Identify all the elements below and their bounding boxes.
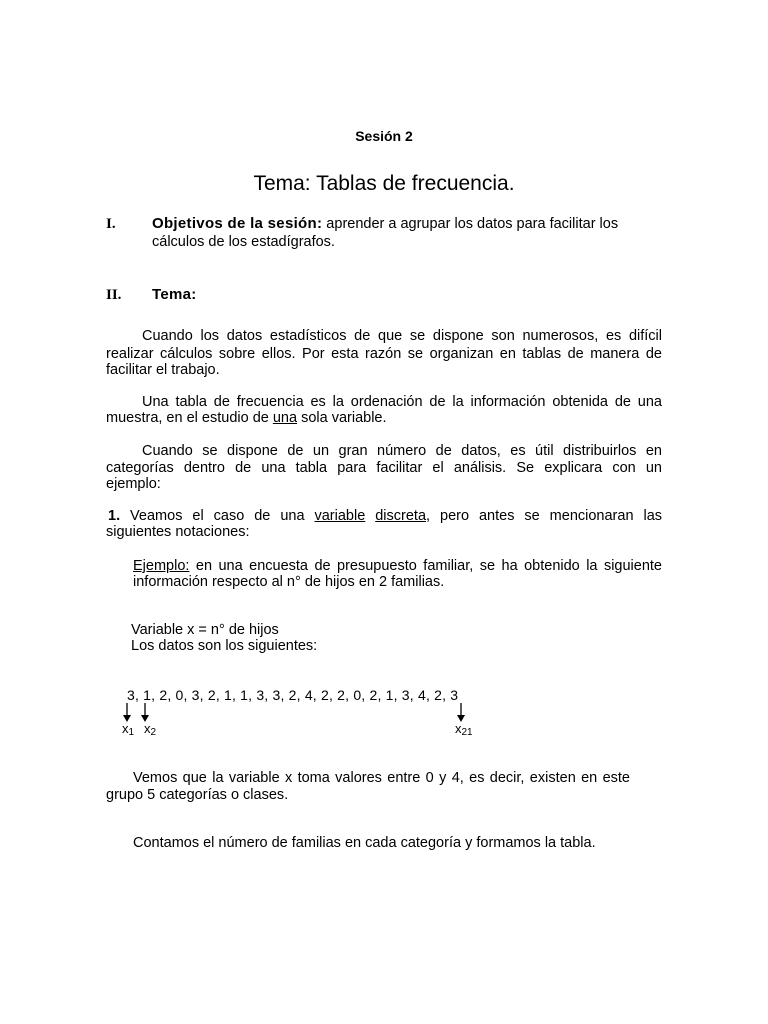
list-number-1: 1. bbox=[108, 508, 121, 524]
label-x21 bbox=[455, 721, 473, 738]
paragraph-5-line-1: Vemos que la variable x toma valores entre 0 y 4, es decir, existen en este bbox=[133, 770, 630, 786]
example-text: en una encuesta de presupuesto familiar, se ha obtenido la siguiente bbox=[189, 558, 662, 574]
objectives-text: aprender a agrupar los datos para facilitar los bbox=[322, 216, 619, 232]
paragraph-4-space bbox=[365, 508, 375, 524]
paragraph-3-line-1: Cuando se dispone de un gran número de datos, es útil distribuirlos en bbox=[142, 443, 662, 459]
paragraph-4-line-1 bbox=[108, 508, 662, 524]
label-x21-base: x bbox=[455, 721, 462, 736]
section-numeral-2: II. bbox=[106, 287, 122, 303]
objectives-line-2: cálculos de los estadígrafos. bbox=[152, 234, 335, 250]
session-label: Sesión 2 bbox=[355, 128, 413, 144]
example-line-2: información respecto al n° de hijos en 2 familias. bbox=[133, 574, 445, 590]
paragraph-2-line-1: Una tabla de frecuencia es la ordenación de la información obtenida de una bbox=[142, 394, 662, 410]
example-label: Ejemplo: bbox=[133, 558, 190, 574]
label-x1-base: x bbox=[122, 721, 129, 736]
paragraph-4-line-2: siguientes notaciones: bbox=[106, 524, 250, 540]
label-x2-sub: 2 bbox=[150, 727, 157, 738]
paragraph-1-line-3: facilitar el trabajo. bbox=[106, 362, 220, 378]
paragraph-2-line-2 bbox=[106, 410, 387, 426]
paragraph-4-text-b: , pero antes se mencionaran las bbox=[426, 508, 663, 524]
paragraph-1-line-2: realizar cálculos sobre ellos. Por esta razón se organizan en tablas de manera de bbox=[106, 346, 662, 362]
arrow-down-icon bbox=[455, 703, 467, 723]
arrow-down-icon bbox=[139, 703, 151, 723]
paragraph-2-text-a: muestra, en el estudio de bbox=[106, 410, 273, 426]
paragraph-3-line-2: categorías dentro de una tabla para facilitar el análisis. Se explicara con un bbox=[106, 460, 662, 476]
arrow-down-icon bbox=[121, 703, 133, 723]
section-heading-tema: Tema: bbox=[152, 286, 197, 303]
paragraph-6-line-1: Contamos el número de familias en cada categoría y formamos la tabla. bbox=[133, 835, 596, 851]
section-numeral-1: I. bbox=[106, 216, 116, 232]
paragraph-2-text-b: sola variable. bbox=[297, 410, 387, 426]
paragraph-3-line-3: ejemplo: bbox=[106, 476, 161, 492]
page-title: Tema: Tablas de frecuencia. bbox=[253, 172, 515, 195]
objectives-heading: Objetivos de la sesión: bbox=[152, 215, 323, 232]
data-intro: Los datos son los siguientes: bbox=[131, 638, 318, 654]
underlined-word-discreta: discreta bbox=[375, 508, 427, 524]
example-line-1 bbox=[133, 558, 662, 574]
label-x21-sub: 21 bbox=[461, 727, 473, 738]
label-x2-base: x bbox=[144, 721, 151, 736]
paragraph-5-line-2: grupo 5 categorías o clases. bbox=[106, 787, 289, 803]
data-series: 3, 1, 2, 0, 3, 2, 1, 1, 3, 3, 2, 4, 2, 2, 0, 2, 1, 3, 4, 2, 3 bbox=[127, 687, 459, 703]
variable-definition: Variable x = n° de hijos bbox=[131, 622, 279, 638]
label-x1-sub: 1 bbox=[128, 727, 135, 738]
label-x1 bbox=[122, 721, 134, 738]
paragraph-4-text-a: Veamos el caso de una bbox=[120, 508, 315, 524]
objectives-line-1 bbox=[152, 216, 662, 232]
underlined-word-una: una bbox=[272, 410, 298, 426]
paragraph-1-line-1: Cuando los datos estadísticos de que se dispone son numerosos, es difícil bbox=[142, 328, 662, 344]
label-x2 bbox=[144, 721, 156, 738]
underlined-word-variable: variable bbox=[314, 508, 366, 524]
